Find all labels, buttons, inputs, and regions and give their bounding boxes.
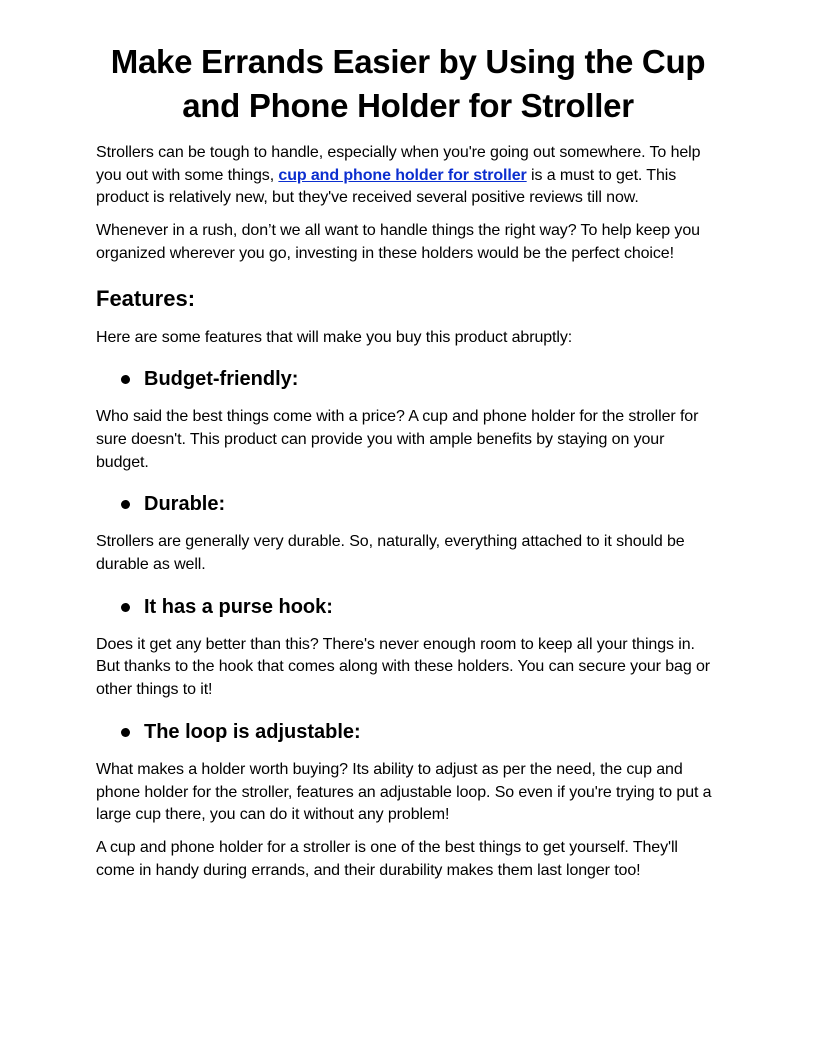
second-paragraph: Whenever in a rush, don’t we all want to handle things the right way? To help keep you organized wherever you go, investing in these holders would be the perfect choice! xyxy=(96,222,700,262)
intro-text-before-link: Strollers can be tough to handle, especially when you're going out somewhere. To help you out with some things, xyxy=(96,144,701,184)
feature-durable xyxy=(96,491,720,517)
bullet-icon xyxy=(121,728,130,737)
feature-heading xyxy=(96,491,720,517)
feature-purse-hook xyxy=(96,594,720,620)
intro-text-after-link: is a must to get. This product is relatively new, but they've received several positive reviews till now. xyxy=(96,166,677,207)
feature-heading xyxy=(96,366,720,392)
feature-description: Does it get any better than this? There's never enough room to keep all your things in. But thanks to the hook that comes along with these holders. You can secure your bag or other things to it! xyxy=(96,635,711,699)
feature-budget-friendly xyxy=(96,366,720,392)
page-title: Make Errands Easier by Using the Cup and Phone Holder for Stroller xyxy=(110,43,706,124)
feature-heading-text: The loop is adjustable: xyxy=(144,720,361,743)
feature-adjustable-loop xyxy=(96,719,720,745)
document-page xyxy=(96,40,720,892)
bullet-icon xyxy=(121,375,130,384)
intro-paragraph xyxy=(96,142,720,210)
feature-description: Who said the best things come with a price? A cup and phone holder for the stroller for sure doesn't. This product can provide you with ample benefits by staying on your budget. xyxy=(96,408,699,471)
closing-paragraph: A cup and phone holder for a stroller is one of the best things to get yourself. They'll come in handy during errands, and their durability makes them last longer too! xyxy=(96,838,678,879)
feature-heading xyxy=(96,719,720,745)
bullet-icon xyxy=(121,500,130,509)
features-heading: Features: xyxy=(96,285,196,311)
product-link[interactable]: cup and phone holder for stroller xyxy=(278,166,527,184)
feature-heading-text: Durable: xyxy=(144,493,226,516)
feature-heading-text: It has a purse hook: xyxy=(144,595,333,618)
bullet-icon xyxy=(121,603,130,612)
feature-description: What makes a holder worth buying? Its ability to adjust as per the need, the cup and phone holder for the stroller, features an adjustable loop. So even if you're trying to put a large cup there, you can do it without any problem! xyxy=(96,760,712,824)
feature-heading-text: Budget-friendly: xyxy=(144,368,299,391)
feature-heading xyxy=(96,594,720,620)
features-intro: Here are some features that will make you buy this product abruptly: xyxy=(96,328,573,346)
feature-description: Strollers are generally very durable. So, naturally, everything attached to it should be durable as well. xyxy=(96,533,685,574)
